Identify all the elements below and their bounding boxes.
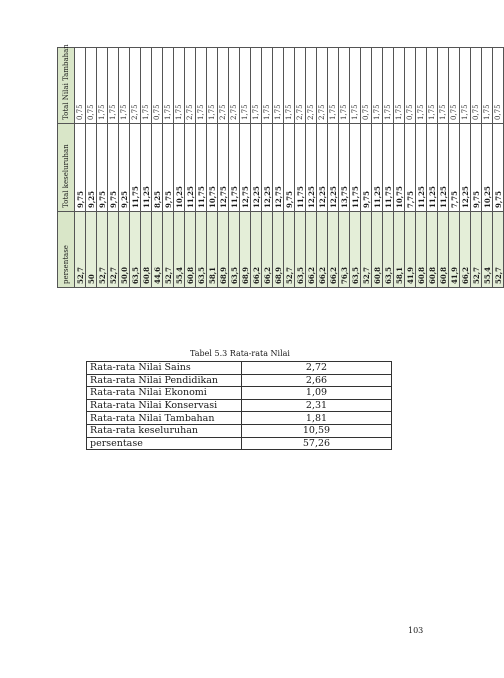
table-cell: 11,75	[383, 124, 394, 212]
table-cell: 1,75	[438, 48, 449, 124]
table-cell: 1,75	[416, 48, 427, 124]
table-cell: 66,2	[306, 212, 317, 288]
table-cell: 9,75	[97, 124, 108, 212]
table-cell: 55,4	[174, 212, 185, 288]
table-cell: 1,75	[339, 48, 350, 124]
table-cell: 7,75	[405, 124, 416, 212]
table-cell: 9,75	[75, 124, 86, 212]
average-label: Rata-rata Nilai Tambahan	[87, 412, 242, 425]
table-cell: 10,75	[207, 124, 218, 212]
table-cell: 11,25	[185, 124, 196, 212]
table-cell: 11,25	[372, 124, 383, 212]
table-cell: 1,75	[174, 48, 185, 124]
table-row	[394, 48, 405, 288]
table-cell: 60,8	[141, 212, 152, 288]
table-cell: 50,0	[119, 212, 130, 288]
table-row	[372, 48, 383, 288]
table-cell: 68,9	[218, 212, 229, 288]
table-caption: Tabel 5.3 Rata-rata Nilai	[190, 349, 290, 358]
table-row	[306, 48, 317, 288]
table-cell: 58,1	[394, 212, 405, 288]
list-item	[87, 437, 392, 450]
table-cell: 9,75	[471, 124, 482, 212]
average-value: 2,31	[242, 399, 392, 412]
table-row	[75, 48, 86, 288]
table-cell: 2,75	[185, 48, 196, 124]
average-label: Rata-rata Nilai Konservasi	[87, 399, 242, 412]
table-row	[339, 48, 350, 288]
table-cell: 0,75	[361, 48, 372, 124]
table-cell: 41,9	[449, 212, 460, 288]
table-cell: 9,25	[119, 124, 130, 212]
table-cell: 1,75	[141, 48, 152, 124]
table-cell: 0,75	[471, 48, 482, 124]
table-cell: 1,75	[108, 48, 119, 124]
table-cell: 9,75	[108, 124, 119, 212]
header-total-nilai-tambahan: Total Nilai Tambahan	[58, 48, 75, 124]
table-cell: 60,8	[372, 212, 383, 288]
table-row	[295, 48, 306, 288]
table-row	[251, 48, 262, 288]
table-cell: 2,75	[295, 48, 306, 124]
table-row	[449, 48, 460, 288]
list-item	[87, 362, 392, 375]
table-cell: 0,75	[75, 48, 86, 124]
list-item	[87, 387, 392, 400]
table-row	[482, 48, 493, 288]
table-cell: 12,75	[218, 124, 229, 212]
table-cell: 12,25	[317, 124, 328, 212]
table-row	[471, 48, 482, 288]
table-cell: 63,5	[196, 212, 207, 288]
table-cell: 11,75	[130, 124, 141, 212]
table-cell: 11,75	[350, 124, 361, 212]
table-cell: 63,5	[295, 212, 306, 288]
table-row	[119, 48, 130, 288]
table-cell: 0,75	[493, 48, 504, 124]
table-row	[317, 48, 328, 288]
table-cell: 66,2	[317, 212, 328, 288]
table-cell: 13,75	[339, 124, 350, 212]
table-cell: 1,75	[284, 48, 295, 124]
average-scores-body	[87, 362, 392, 450]
table-row	[460, 48, 471, 288]
table-row	[383, 48, 394, 288]
table-cell: 58,1	[207, 212, 218, 288]
table-cell: 10,25	[482, 124, 493, 212]
average-value: 1,81	[242, 412, 392, 425]
table-cell: 0,75	[86, 48, 97, 124]
table-row	[262, 48, 273, 288]
table-cell: 12,25	[460, 124, 471, 212]
average-scores-table	[86, 361, 392, 450]
table-cell: 8,25	[152, 124, 163, 212]
table-cell: 1,75	[251, 48, 262, 124]
table-cell: 10,25	[174, 124, 185, 212]
table-row	[240, 48, 251, 288]
table-cell: 1,75	[372, 48, 383, 124]
scores-table-header-row	[58, 48, 75, 288]
table-cell: 11,25	[438, 124, 449, 212]
table-cell: 9,25	[86, 124, 97, 212]
average-value: 10,59	[242, 424, 392, 437]
table-cell: 60,8	[185, 212, 196, 288]
table-cell: 50	[86, 212, 97, 288]
table-row	[416, 48, 427, 288]
table-row	[207, 48, 218, 288]
table-cell: 1,75	[273, 48, 284, 124]
table-cell: 9,75	[284, 124, 295, 212]
table-cell: 44,6	[152, 212, 163, 288]
header-total-keseluruhan: Total keseluruhan	[58, 124, 75, 212]
table-row	[284, 48, 295, 288]
table-cell: 63,5	[229, 212, 240, 288]
table-row	[152, 48, 163, 288]
average-label: Rata-rata Nilai Pendidikan	[87, 374, 242, 387]
table-row	[405, 48, 416, 288]
table-cell: 0,75	[152, 48, 163, 124]
table-row	[328, 48, 339, 288]
average-label: Rata-rata Nilai Sains	[87, 362, 242, 375]
table-cell: 1,75	[350, 48, 361, 124]
table-cell: 52,7	[163, 212, 174, 288]
table-cell: 12,25	[306, 124, 317, 212]
table-row	[163, 48, 174, 288]
table-cell: 52,7	[97, 212, 108, 288]
table-cell: 9,75	[493, 124, 504, 212]
average-label: Rata-rata Nilai Ekonomi	[87, 387, 242, 400]
table-cell: 0,75	[405, 48, 416, 124]
table-cell: 66,2	[460, 212, 471, 288]
table-cell: 1,75	[240, 48, 251, 124]
table-cell: 1,75	[383, 48, 394, 124]
table-cell: 12,25	[262, 124, 273, 212]
table-cell: 12,25	[251, 124, 262, 212]
table-cell: 66,2	[251, 212, 262, 288]
table-cell: 2,75	[218, 48, 229, 124]
table-cell: 9,75	[361, 124, 372, 212]
table-cell: 10,75	[394, 124, 405, 212]
table-cell: 52,7	[284, 212, 295, 288]
table-cell: 60,8	[438, 212, 449, 288]
table-row	[174, 48, 185, 288]
table-cell: 1,75	[460, 48, 471, 124]
average-value: 1,09	[242, 387, 392, 400]
table-cell: 60,8	[427, 212, 438, 288]
table-row	[196, 48, 207, 288]
table-row	[218, 48, 229, 288]
average-value: 2,72	[242, 362, 392, 375]
table-cell: 11,25	[141, 124, 152, 212]
table-cell: 68,9	[240, 212, 251, 288]
table-row	[185, 48, 196, 288]
table-cell: 1,75	[262, 48, 273, 124]
table-row	[273, 48, 284, 288]
table-row	[427, 48, 438, 288]
table-row	[438, 48, 449, 288]
table-cell: 11,75	[295, 124, 306, 212]
table-cell: 1,75	[328, 48, 339, 124]
table-cell: 1,75	[482, 48, 493, 124]
scores-table-body	[75, 48, 504, 288]
page-number: 103	[408, 626, 424, 635]
table-cell: 12,75	[240, 124, 251, 212]
average-label: Rata-rata keseluruhan	[87, 424, 242, 437]
table-cell: 2,75	[229, 48, 240, 124]
table-cell: 52,7	[471, 212, 482, 288]
table-cell: 52,7	[108, 212, 119, 288]
rotated-table-container	[57, 44, 503, 288]
list-item	[87, 412, 392, 425]
table-cell: 9,75	[163, 124, 174, 212]
table-cell: 41,9	[405, 212, 416, 288]
scores-table	[57, 44, 504, 288]
table-cell: 1,75	[207, 48, 218, 124]
table-cell: 55,4	[482, 212, 493, 288]
table-cell: 52,7	[493, 212, 504, 288]
table-row	[141, 48, 152, 288]
table-cell: 7,75	[449, 124, 460, 212]
table-cell: 52,7	[361, 212, 372, 288]
table-cell: 11,25	[416, 124, 427, 212]
list-item	[87, 424, 392, 437]
header-persentase: persentase	[58, 212, 75, 288]
table-cell: 11,75	[229, 124, 240, 212]
average-value: 2,66	[242, 374, 392, 387]
average-value: 57,26	[242, 437, 392, 450]
table-cell: 1,75	[97, 48, 108, 124]
table-cell: 76,3	[339, 212, 350, 288]
list-item	[87, 374, 392, 387]
table-cell: 52,7	[75, 212, 86, 288]
table-cell: 63,5	[130, 212, 141, 288]
table-row	[108, 48, 119, 288]
table-cell: 66,2	[262, 212, 273, 288]
table-cell: 11,75	[196, 124, 207, 212]
table-row	[130, 48, 141, 288]
table-cell: 63,5	[350, 212, 361, 288]
table-cell: 12,25	[328, 124, 339, 212]
table-cell: 2,75	[306, 48, 317, 124]
list-item	[87, 399, 392, 412]
table-cell: 1,75	[427, 48, 438, 124]
table-row	[350, 48, 361, 288]
table-cell: 1,75	[196, 48, 207, 124]
table-row	[493, 48, 504, 288]
average-label: persentase	[87, 437, 242, 450]
table-cell: 66,2	[328, 212, 339, 288]
table-cell: 1,75	[119, 48, 130, 124]
table-cell: 11,25	[427, 124, 438, 212]
table-cell: 60,8	[416, 212, 427, 288]
table-row	[97, 48, 108, 288]
table-cell: 12,75	[273, 124, 284, 212]
table-cell: 1,75	[163, 48, 174, 124]
table-cell: 63,5	[383, 212, 394, 288]
table-row	[361, 48, 372, 288]
table-row	[86, 48, 97, 288]
table-cell: 0,75	[449, 48, 460, 124]
table-row	[229, 48, 240, 288]
table-cell: 2,75	[317, 48, 328, 124]
table-cell: 68,9	[273, 212, 284, 288]
table-cell: 2,75	[130, 48, 141, 124]
table-cell: 1,75	[394, 48, 405, 124]
